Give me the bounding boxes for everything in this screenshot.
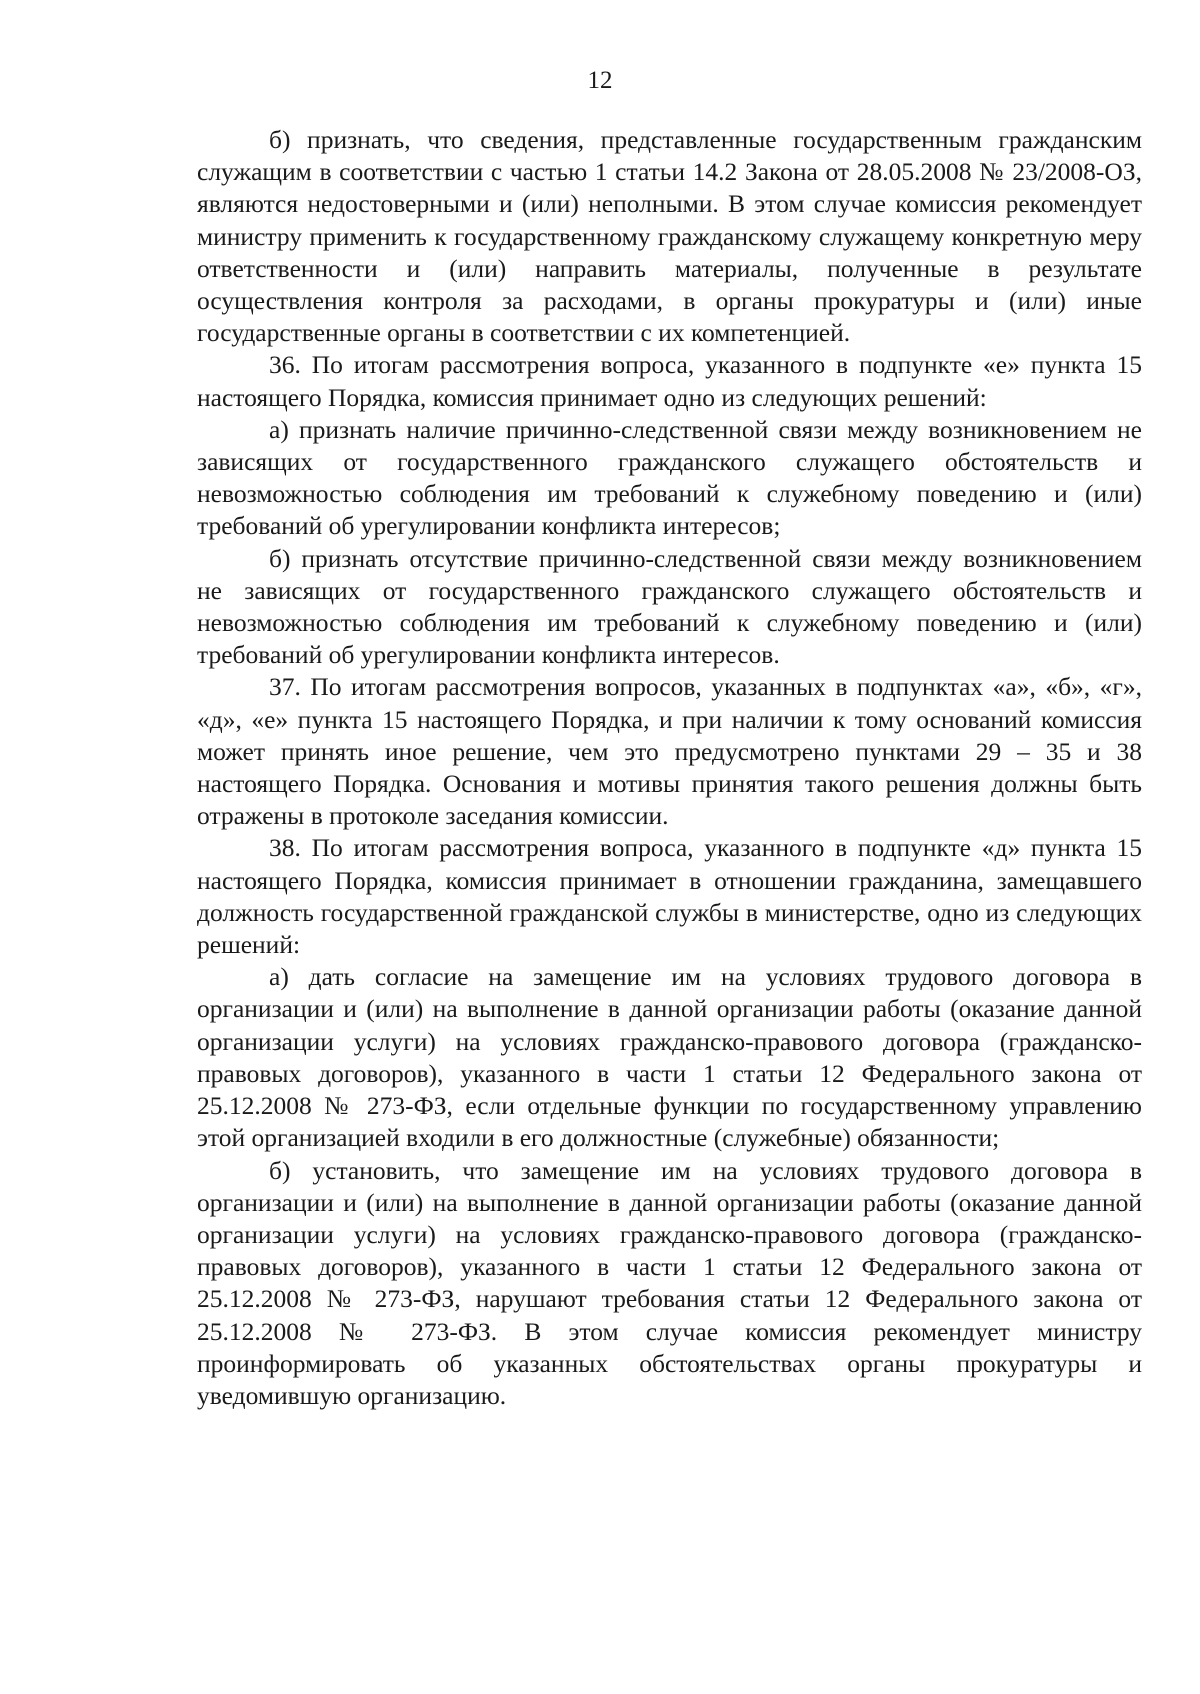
paragraph-b-recognize-unreliable: б) признать, что сведения, представленные государственным гражданским служащим в соответствии с частью 1 статьи 14.2 Закона от 28.05.2008 № 23/2008-ОЗ, являются недостоверными и (или) неполными. В этом случае комиссия рекомендует министру применить к государственному гражданскому служащему конкретную меру ответственности и (или) направить материалы, полученные в результате осуществления контроля за расходами, в органы прокуратуры и (или) иные государственные органы в соответствии с их компетенцией.: [197, 125, 1142, 348]
paragraph-38: 38. По итогам рассмотрения вопроса, указанного в подпункте «д» пункта 15 настоящего Порядка, комиссия принимает в отношении гражданина, замещавшего должность государственной гражданской службы в министерстве, одно из следующих решений:: [197, 833, 1142, 960]
paragraph-38-b: б) установить, что замещение им на условиях трудового договора в организации и (или) на выполнение в данной организации работы (оказание данной организации услуги) на условиях гражданско-правового договора (гражданско-правовых договоров), указанного в части 1 статьи 12 Федерального закона от 25.12.2008 № 273-ФЗ, нарушают требования статьи 12 Федерального закона от 25.12.2008 № 273-ФЗ. В этом случае комиссия рекомендует министру проинформировать об указанных обстоятельствах органы прокуратуры и уведомившую организацию.: [197, 1155, 1142, 1410]
paragraph-36: 36. По итогам рассмотрения вопроса, указанного в подпункте «е» пункта 15 настоящего Порядка, комиссия принимает одно из следующих решений:: [197, 350, 1142, 412]
paragraph-36-a: а) признать наличие причинно-следственной связи между возникновением не зависящих от государственного гражданского служащего обстоятельств и невозможностью соблюдения им требований к служебному поведению и (или) требований об урегулировании конфликта интересов;: [197, 414, 1142, 541]
paragraph-38-a: а) дать согласие на замещение им на условиях трудового договора в организации и (или) на выполнение в данной организации работы (оказание данной организации услуги) на условиях гражданско-правового договора (гражданско-правовых договоров), указанного в части 1 статьи 12 Федерального закона от 25.12.2008 № 273-ФЗ, если отдельные функции по государственному управлению этой организацией входили в его должностные (служебные) обязанности;: [197, 962, 1142, 1153]
document-body: [197, 124, 1142, 1412]
page-number: 12: [587, 67, 613, 94]
paragraph-37: 37. По итогам рассмотрения вопросов, указанных в подпунктах «а», «б», «г», «д», «е» пункта 15 настоящего Порядка, и при наличии к тому оснований комиссия может принять иное решение, чем это предусмотрено пунктами 29 – 35 и 38 настоящего Порядка. Основания и мотивы принятия такого решения должны быть отражены в протоколе заседания комиссии.: [197, 672, 1142, 831]
paragraph-36-b: б) признать отсутствие причинно-следственной связи между возникновением не зависящих от государственного гражданского служащего обстоятельств и невозможностью соблюдения им требований к служебному поведению и (или) требований об урегулировании конфликта интересов.: [197, 543, 1142, 670]
